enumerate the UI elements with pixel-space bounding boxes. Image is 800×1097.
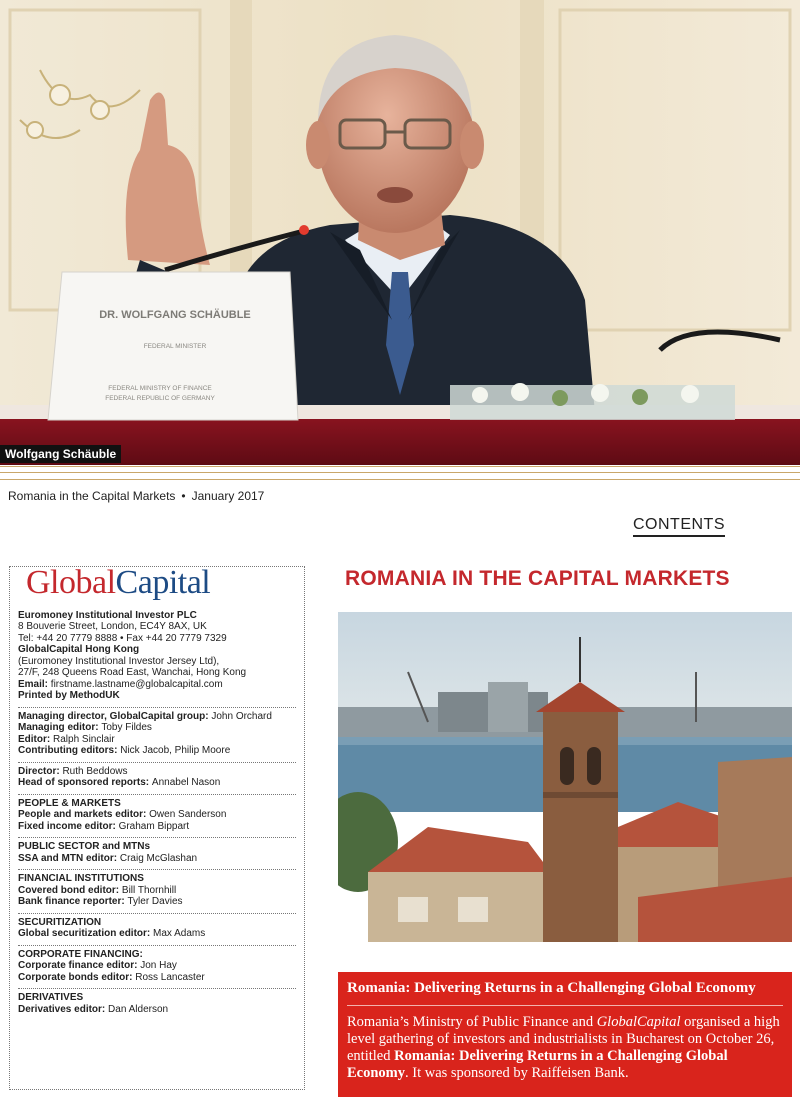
running-head [8,489,264,503]
hero-photo-illustration [0,0,800,465]
hero-photo [0,0,800,465]
masthead-block [18,838,296,870]
masthead-blocks [18,607,296,1021]
masthead-line-value: Ross Lancaster [135,971,205,983]
masthead-line-label: GlobalCapital Hong Kong [18,644,140,655]
masthead-block [18,763,296,795]
masthead-line-label: CORPORATE FINANCING: [18,948,143,960]
masthead-line-label: Bank finance reporter: [18,896,128,907]
masthead-block [18,607,296,708]
masthead-line [18,679,296,691]
feature-photo-illustration [338,612,792,942]
feature-heading: ROMANIA IN THE CAPITAL MARKETS [345,567,730,590]
feature-photo [338,612,792,942]
masthead-line [18,722,296,734]
masthead-line [18,917,296,929]
body-part3: . It was sponsored by Raiffeisen Bank. [405,1065,629,1081]
masthead-line-value: Bill Thornhill [121,884,177,896]
masthead-line-value: Tyler Davies [127,896,183,907]
body-bold: Romania: Delivering Returns in a Challenging Global Economy [347,1048,728,1081]
masthead-line-label: PEOPLE & MARKETS [18,797,121,809]
masthead-line-label: Contributing editors: [18,745,121,756]
masthead-line [18,853,296,865]
masthead-line-value: Toby Fildes [101,722,152,733]
masthead-line-value: Max Adams [153,928,206,939]
masthead-line [18,896,296,908]
masthead-line [18,667,296,679]
masthead-line [18,610,296,622]
feature-box-title: Romania: Delivering Returns in a Challenging Global Economy [347,980,783,1006]
masthead-line [18,821,296,833]
masthead-line-label: Email: [18,678,51,690]
masthead-line-label: SSA and MTN editor: [18,852,120,864]
masthead-line-label: Corporate finance editor: [18,960,141,971]
masthead-block [18,708,296,763]
masthead-line [18,656,296,668]
masthead-line-value: Jon Hay [140,960,177,971]
masthead-line [18,745,296,757]
masthead-line [18,972,296,984]
masthead-line [18,633,296,645]
masthead-line-value: Ralph Sinclair [53,733,115,745]
masthead-line-value: Annabel Nason [151,777,221,788]
masthead-line-label: Head of sponsored reports: [18,777,152,788]
globalcapital-logo [26,564,296,601]
masthead-line-label: Fixed income editor: [18,820,119,832]
nameplate [48,272,298,420]
masthead-line [18,711,296,723]
masthead-line-value: firstname.lastname@globalcapital.com [50,678,223,690]
masthead-line-value: Nick Jacob, Philip Moore [120,745,231,756]
nameplate-role: FEDERAL MINISTER [143,343,207,350]
masthead-line-label: Covered bond editor: [18,884,122,896]
masthead-block [18,795,296,839]
masthead-line [18,960,296,972]
masthead-line-value: Craig McGlashan [119,852,198,864]
masthead-line [18,644,296,656]
masthead-line-value: 27/F, 248 Queens Road East, Wanchai, Hong Kong [18,667,247,678]
masthead-line [18,841,296,853]
masthead-line-value: Owen Sanderson [149,809,227,820]
body-italic: GlobalCapital [596,1014,681,1030]
masthead-line [18,949,296,961]
masthead-line-label: Managing director, GlobalCapital group: [18,710,212,722]
masthead-line-label: Global securitization editor: [18,928,154,939]
masthead-line-label: PUBLIC SECTOR and MTNs [18,841,151,852]
masthead-line-label: Euromoney Institutional Investor PLC [18,609,197,621]
masthead-line-label: Corporate bonds editor: [18,971,136,983]
masthead-block [18,914,296,946]
masthead-block [18,989,296,1020]
masthead-line [18,777,296,789]
masthead-line [18,809,296,821]
masthead-line [18,734,296,746]
masthead-line [18,992,296,1004]
masthead-line-label: Director: [18,765,63,777]
nameplate-ministry-2: FEDERAL REPUBLIC OF GERMANY [105,395,215,402]
body-part1: Romania’s Ministry of Public Finance and [347,1014,597,1030]
nameplate-name: DR. WOLFGANG SCHÄUBLE [99,309,251,321]
logo-part1: Global [26,564,116,601]
masthead-line-value: Dan Alderson [108,1003,169,1015]
masthead-line [18,766,296,778]
masthead-line-label: FINANCIAL INSTITUTIONS [18,873,144,884]
masthead-line-label: SECURITIZATION [18,916,102,928]
masthead-line-value: John Orchard [211,710,272,722]
masthead-line-value: (Euromoney Institutional Investor Jersey Ltd), [18,655,220,667]
masthead-block [18,946,296,990]
masthead-line [18,928,296,940]
masthead-line [18,873,296,885]
masthead-line-label: Managing editor: [18,722,102,733]
masthead-line-value: 8 Bouverie Street, London, EC4Y 8AX, UK [18,621,207,632]
masthead-line-label: People and markets editor: [18,809,150,820]
nameplate-ministry-1: FEDERAL MINISTRY OF FINANCE [108,385,212,392]
hero-caption: Wolfgang Schäuble [0,445,121,463]
masthead-line [18,690,296,702]
masthead-line-value: Graham Bippart [118,820,190,832]
masthead-line [18,1004,296,1016]
feature-summary-box [338,972,792,1097]
masthead-line-label: Printed by MethodUK [18,690,120,701]
masthead-block [18,870,296,914]
divider-rule [0,466,800,480]
masthead-line-label: Editor: [18,733,53,745]
body-part2: organised a high level gathering of investors and industrialists in Bucharest on October 26, entitled [347,1014,780,1064]
masthead-line [18,798,296,810]
contents-label: CONTENTS [633,516,725,537]
logo-part2: Capital [115,564,211,601]
masthead [9,566,305,1090]
feature-box-body [347,1014,783,1082]
running-head-publication: Romania in the Capital Markets [8,489,176,503]
masthead-line-value: Tel: +44 20 7779 8888 • Fax +44 20 7779 7329 [18,632,227,644]
masthead-line-value: Ruth Beddows [62,765,128,777]
running-head-date: January 2017 [191,489,265,503]
masthead-line-label: Derivatives editor: [18,1003,109,1015]
masthead-line [18,885,296,897]
masthead-line [18,621,296,633]
masthead-line-label: DERIVATIVES [18,992,84,1003]
running-head-separator: • [181,489,186,503]
